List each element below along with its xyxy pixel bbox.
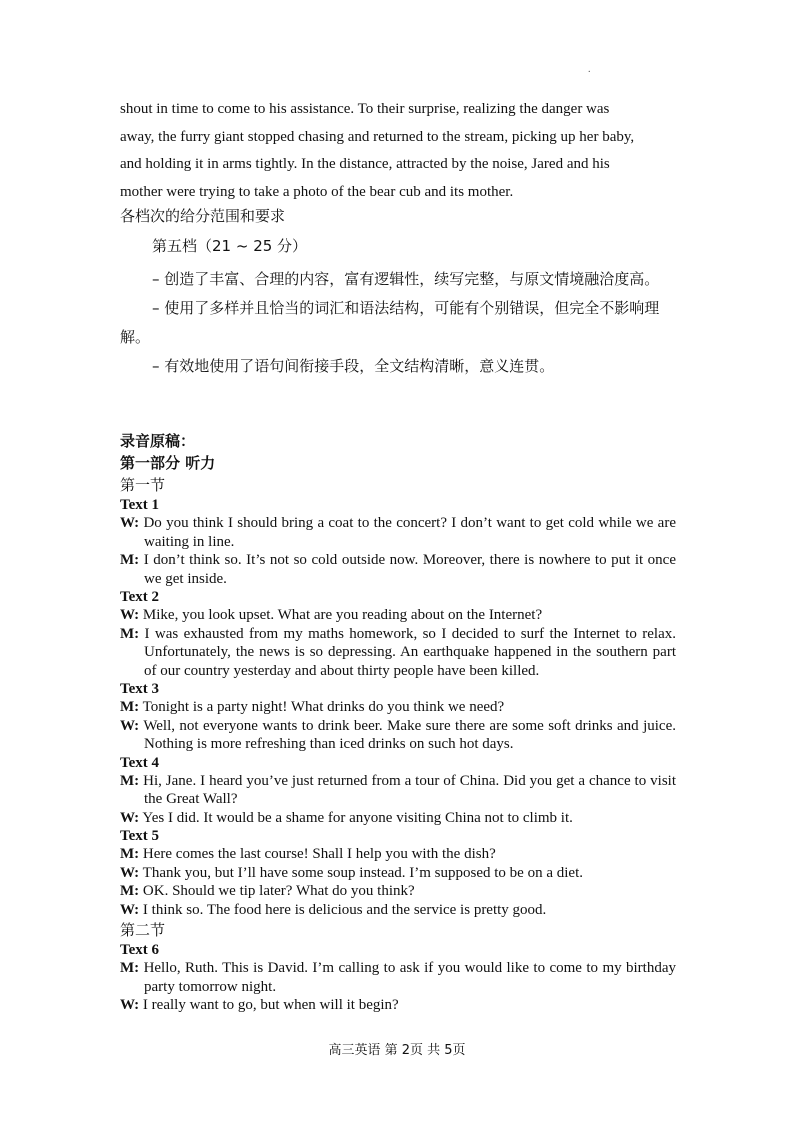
transcript-heading: 录音原稿：: [120, 432, 196, 450]
dialogue-text-1: [120, 496, 676, 588]
text-title: Text 2: [120, 589, 160, 605]
dialogue-text-6: [120, 941, 676, 1015]
dialogue-text: Here comes the last course! Shall I help you with the dish?: [142, 846, 496, 862]
speaker-label: W:: [120, 901, 140, 918]
dialogue-text: I don’t think so. It’s not so cold outside now. Moreover, there is nowhere to put it once we get inside.: [143, 552, 677, 587]
dialogue-line: [120, 606, 676, 625]
speaker-label: M:: [120, 960, 140, 976]
speaker-label: W:: [120, 864, 140, 881]
section-title: 第一节: [120, 476, 166, 494]
dialogue-line: [120, 959, 676, 996]
grading-bullet: – 使用了多样并且恰当的词汇和语法结构，可能有个别错误，但完全不影响理解。: [120, 299, 660, 346]
dialogue-line: [120, 551, 676, 588]
dialogue-line: [120, 698, 676, 717]
top-mark: .: [588, 64, 591, 75]
text-title: Text 4: [120, 754, 160, 771]
speaker-label: W:: [120, 717, 140, 734]
dialogue-line: [120, 809, 676, 828]
dialogue-line: [120, 845, 676, 864]
essay-line: and holding it in arms tightly. In the distance, attracted by the noise, Jared and his: [120, 156, 610, 172]
text-title: Text 5: [120, 828, 160, 844]
dialogue-text: Well, not everyone wants to drink beer. Make sure there are some soft drinks and juice. Nothing is more refreshing than iced drinks on such hot days.: [143, 717, 676, 752]
dialogue-line: [120, 864, 676, 883]
dialogue-text: I really want to go, but when will it begin?: [142, 997, 399, 1013]
dialogue-text: OK. Should we tip later? What do you think?: [142, 883, 415, 899]
dialogue-line: [120, 882, 676, 901]
dialogue-line: [120, 772, 676, 809]
dialogue-text: Do you think I should bring a coat to the concert? I don’t want to get cold while we are waiting in line.: [143, 515, 676, 550]
text-title: Text 6: [120, 942, 160, 958]
text-title: Text 3: [120, 681, 160, 697]
transcript-part-title: 第一部分 听力: [120, 454, 216, 472]
essay-line: shout in time to come to his assistance. To their surprise, realizing the danger was: [120, 101, 610, 117]
speaker-label: M:: [120, 772, 140, 789]
dialogue-text: Hi, Jane. I heard you’ve just returned from a tour of China. Did you get a chance to visit the Great Wall?: [143, 772, 677, 807]
dialogue-text-4: [120, 754, 676, 828]
speaker-label: M:: [120, 699, 140, 715]
speaker-label: W:: [120, 607, 140, 623]
essay-line: mother were trying to take a photo of the bear cub and its mother.: [120, 183, 514, 200]
dialogue-line: [120, 625, 676, 681]
dialogue-text: Thank you, but I’ll have some soup instead. I’m supposed to be on a diet.: [142, 864, 583, 881]
page-footer: 高三英语 第 2页 共 5页: [328, 1043, 466, 1058]
speaker-label: M:: [120, 625, 140, 642]
essay-continuation: [120, 96, 680, 206]
speaker-label: W:: [120, 997, 140, 1013]
grading-bullet: – 有效地使用了语句间衔接手段，全文结构清晰，意义连贯。: [152, 357, 555, 375]
dialogue-text: Tonight is a party night! What drinks do you think we need?: [142, 699, 505, 715]
dialogue-text: I was exhausted from my maths homework, so I decided to surf the Internet to relax. Unfortunately, the news is so depressing. An earthquake happened in the southern part of our country yesterday and about thirty people have been killed.: [144, 625, 676, 679]
grading-bullets: [120, 265, 680, 381]
text-title: Text 1: [120, 497, 160, 513]
section-title: 第二节: [120, 921, 166, 939]
listening-transcript: [120, 430, 676, 1015]
dialogue-text-3: [120, 680, 676, 754]
dialogue-line: [120, 901, 676, 920]
grading-bullet: – 创造了丰富、合理的内容，富有逻辑性，续写完整，与原文情境融洽度高。: [152, 270, 660, 288]
speaker-label: M:: [120, 552, 140, 568]
essay-line: away, the furry giant stopped chasing and returned to the stream, picking up her baby,: [120, 128, 635, 145]
speaker-label: W:: [120, 809, 140, 826]
dialogue-text-2: [120, 588, 676, 680]
grading-title: 各档次的给分范围和要求: [120, 207, 286, 225]
dialogue-text: I think so. The food here is delicious and the service is pretty good.: [142, 901, 547, 918]
dialogue-text: Mike, you look upset. What are you reading about on the Internet?: [142, 607, 543, 623]
dialogue-text: Yes I did. It would be a shame for anyone visiting China not to climb it.: [142, 809, 573, 826]
dialogue-line: [120, 996, 676, 1015]
speaker-label: M:: [120, 846, 140, 862]
speaker-label: W:: [120, 515, 140, 531]
dialogue-line: [120, 717, 676, 754]
speaker-label: M:: [120, 883, 140, 899]
dialogue-text: Hello, Ruth. This is David. I’m calling to ask if you would like to come to my birthday party tomorrow night.: [143, 960, 676, 995]
dialogue-line: [120, 514, 676, 551]
grading-level: 第五档（21 ~ 25 分）: [152, 237, 308, 255]
dialogue-text-5: [120, 827, 676, 919]
